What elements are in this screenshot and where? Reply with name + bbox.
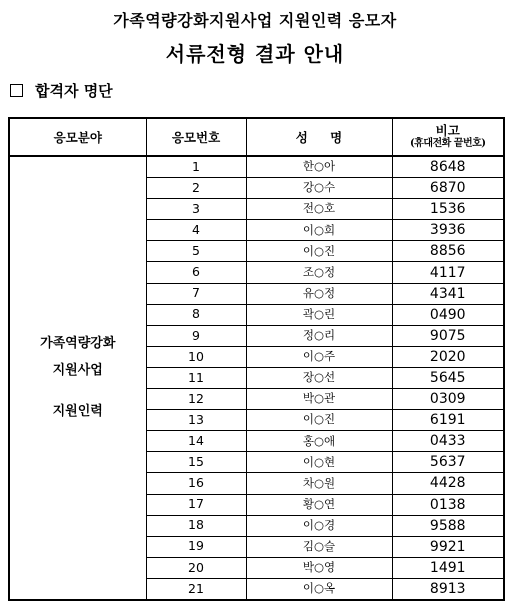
phone-suffix: 0309 [392, 389, 504, 410]
applicant-number: 19 [146, 536, 246, 557]
applicant-name: 장○선 [246, 367, 392, 388]
phone-suffix: 4428 [392, 473, 504, 494]
column-header-remark [392, 118, 504, 156]
phone-suffix: 9921 [392, 536, 504, 557]
applicant-name: 전○호 [246, 199, 392, 220]
phone-suffix: 4341 [392, 283, 504, 304]
phone-suffix: 1536 [392, 199, 504, 220]
applicant-number: 15 [146, 452, 246, 473]
applicant-number: 8 [146, 304, 246, 325]
column-header-name: 성 명 [246, 118, 392, 156]
page-title: 가족역량강화지원사업 지원인력 응모자 [113, 11, 397, 30]
phone-suffix: 3936 [392, 220, 504, 241]
phone-suffix: 9588 [392, 515, 504, 536]
phone-suffix: 5645 [392, 367, 504, 388]
applicant-number: 20 [146, 557, 246, 578]
column-header-remark-label: 비고 [435, 123, 460, 138]
applicant-name: 이○옥 [246, 578, 392, 600]
applicant-number: 4 [146, 220, 246, 241]
phone-suffix: 6870 [392, 178, 504, 199]
phone-suffix: 0490 [392, 304, 504, 325]
applicant-name: 박○영 [246, 557, 392, 578]
field-cell [9, 156, 146, 600]
applicant-number: 11 [146, 367, 246, 388]
phone-suffix: 8856 [392, 241, 504, 262]
phone-suffix: 8648 [392, 156, 504, 178]
applicant-number: 17 [146, 494, 246, 515]
applicant-number: 1 [146, 156, 246, 178]
column-header-field: 응모분야 [9, 118, 146, 156]
applicant-number: 9 [146, 325, 246, 346]
checkbox-icon [10, 84, 23, 97]
applicant-name: 유○정 [246, 283, 392, 304]
applicant-name: 이○경 [246, 515, 392, 536]
phone-suffix: 4117 [392, 262, 504, 283]
table-row [9, 156, 504, 178]
applicant-number: 13 [146, 410, 246, 431]
applicant-number: 21 [146, 578, 246, 600]
applicant-name: 한○아 [246, 156, 392, 178]
applicant-number: 10 [146, 346, 246, 367]
applicant-name: 홍○애 [246, 431, 392, 452]
applicant-name: 조○정 [246, 262, 392, 283]
applicant-name: 정○리 [246, 325, 392, 346]
section-heading [10, 80, 113, 101]
column-header-number: 응모번호 [146, 118, 246, 156]
table-body [9, 156, 504, 600]
column-header-remark-sub: (휴대전화 끝번호) [409, 138, 486, 149]
applicant-number: 7 [146, 283, 246, 304]
phone-suffix: 1491 [392, 557, 504, 578]
applicant-number: 18 [146, 515, 246, 536]
applicant-number: 2 [146, 178, 246, 199]
phone-suffix: 5637 [392, 452, 504, 473]
phone-suffix: 8913 [392, 578, 504, 600]
applicant-name: 이○희 [246, 220, 392, 241]
page-subtitle: 서류전형 결과 안내 [165, 42, 345, 66]
applicant-number: 16 [146, 473, 246, 494]
section-label: 합격자 명단 [35, 82, 113, 100]
phone-suffix: 6191 [392, 410, 504, 431]
applicant-name: 이○주 [246, 346, 392, 367]
field-line: 지원인력 [52, 404, 103, 420]
applicant-name: 강○수 [246, 178, 392, 199]
results-table [8, 117, 505, 601]
phone-suffix: 0138 [392, 494, 504, 515]
table-header-row [9, 118, 504, 156]
field-line: 가족역량강화 [40, 336, 116, 352]
applicant-name: 황○연 [246, 494, 392, 515]
applicant-number: 14 [146, 431, 246, 452]
applicant-name: 이○진 [246, 410, 392, 431]
phone-suffix: 2020 [392, 346, 504, 367]
applicant-number: 3 [146, 199, 246, 220]
applicant-name: 박○관 [246, 389, 392, 410]
field-line: 지원사업 [52, 363, 103, 379]
applicant-name: 김○슬 [246, 536, 392, 557]
applicant-number: 5 [146, 241, 246, 262]
phone-suffix: 9075 [392, 325, 504, 346]
applicant-number: 12 [146, 389, 246, 410]
applicant-name: 이○현 [246, 452, 392, 473]
applicant-name: 차○원 [246, 473, 392, 494]
applicant-name: 곽○린 [246, 304, 392, 325]
applicant-name: 이○진 [246, 241, 392, 262]
applicant-number: 6 [146, 262, 246, 283]
phone-suffix: 0433 [392, 431, 504, 452]
